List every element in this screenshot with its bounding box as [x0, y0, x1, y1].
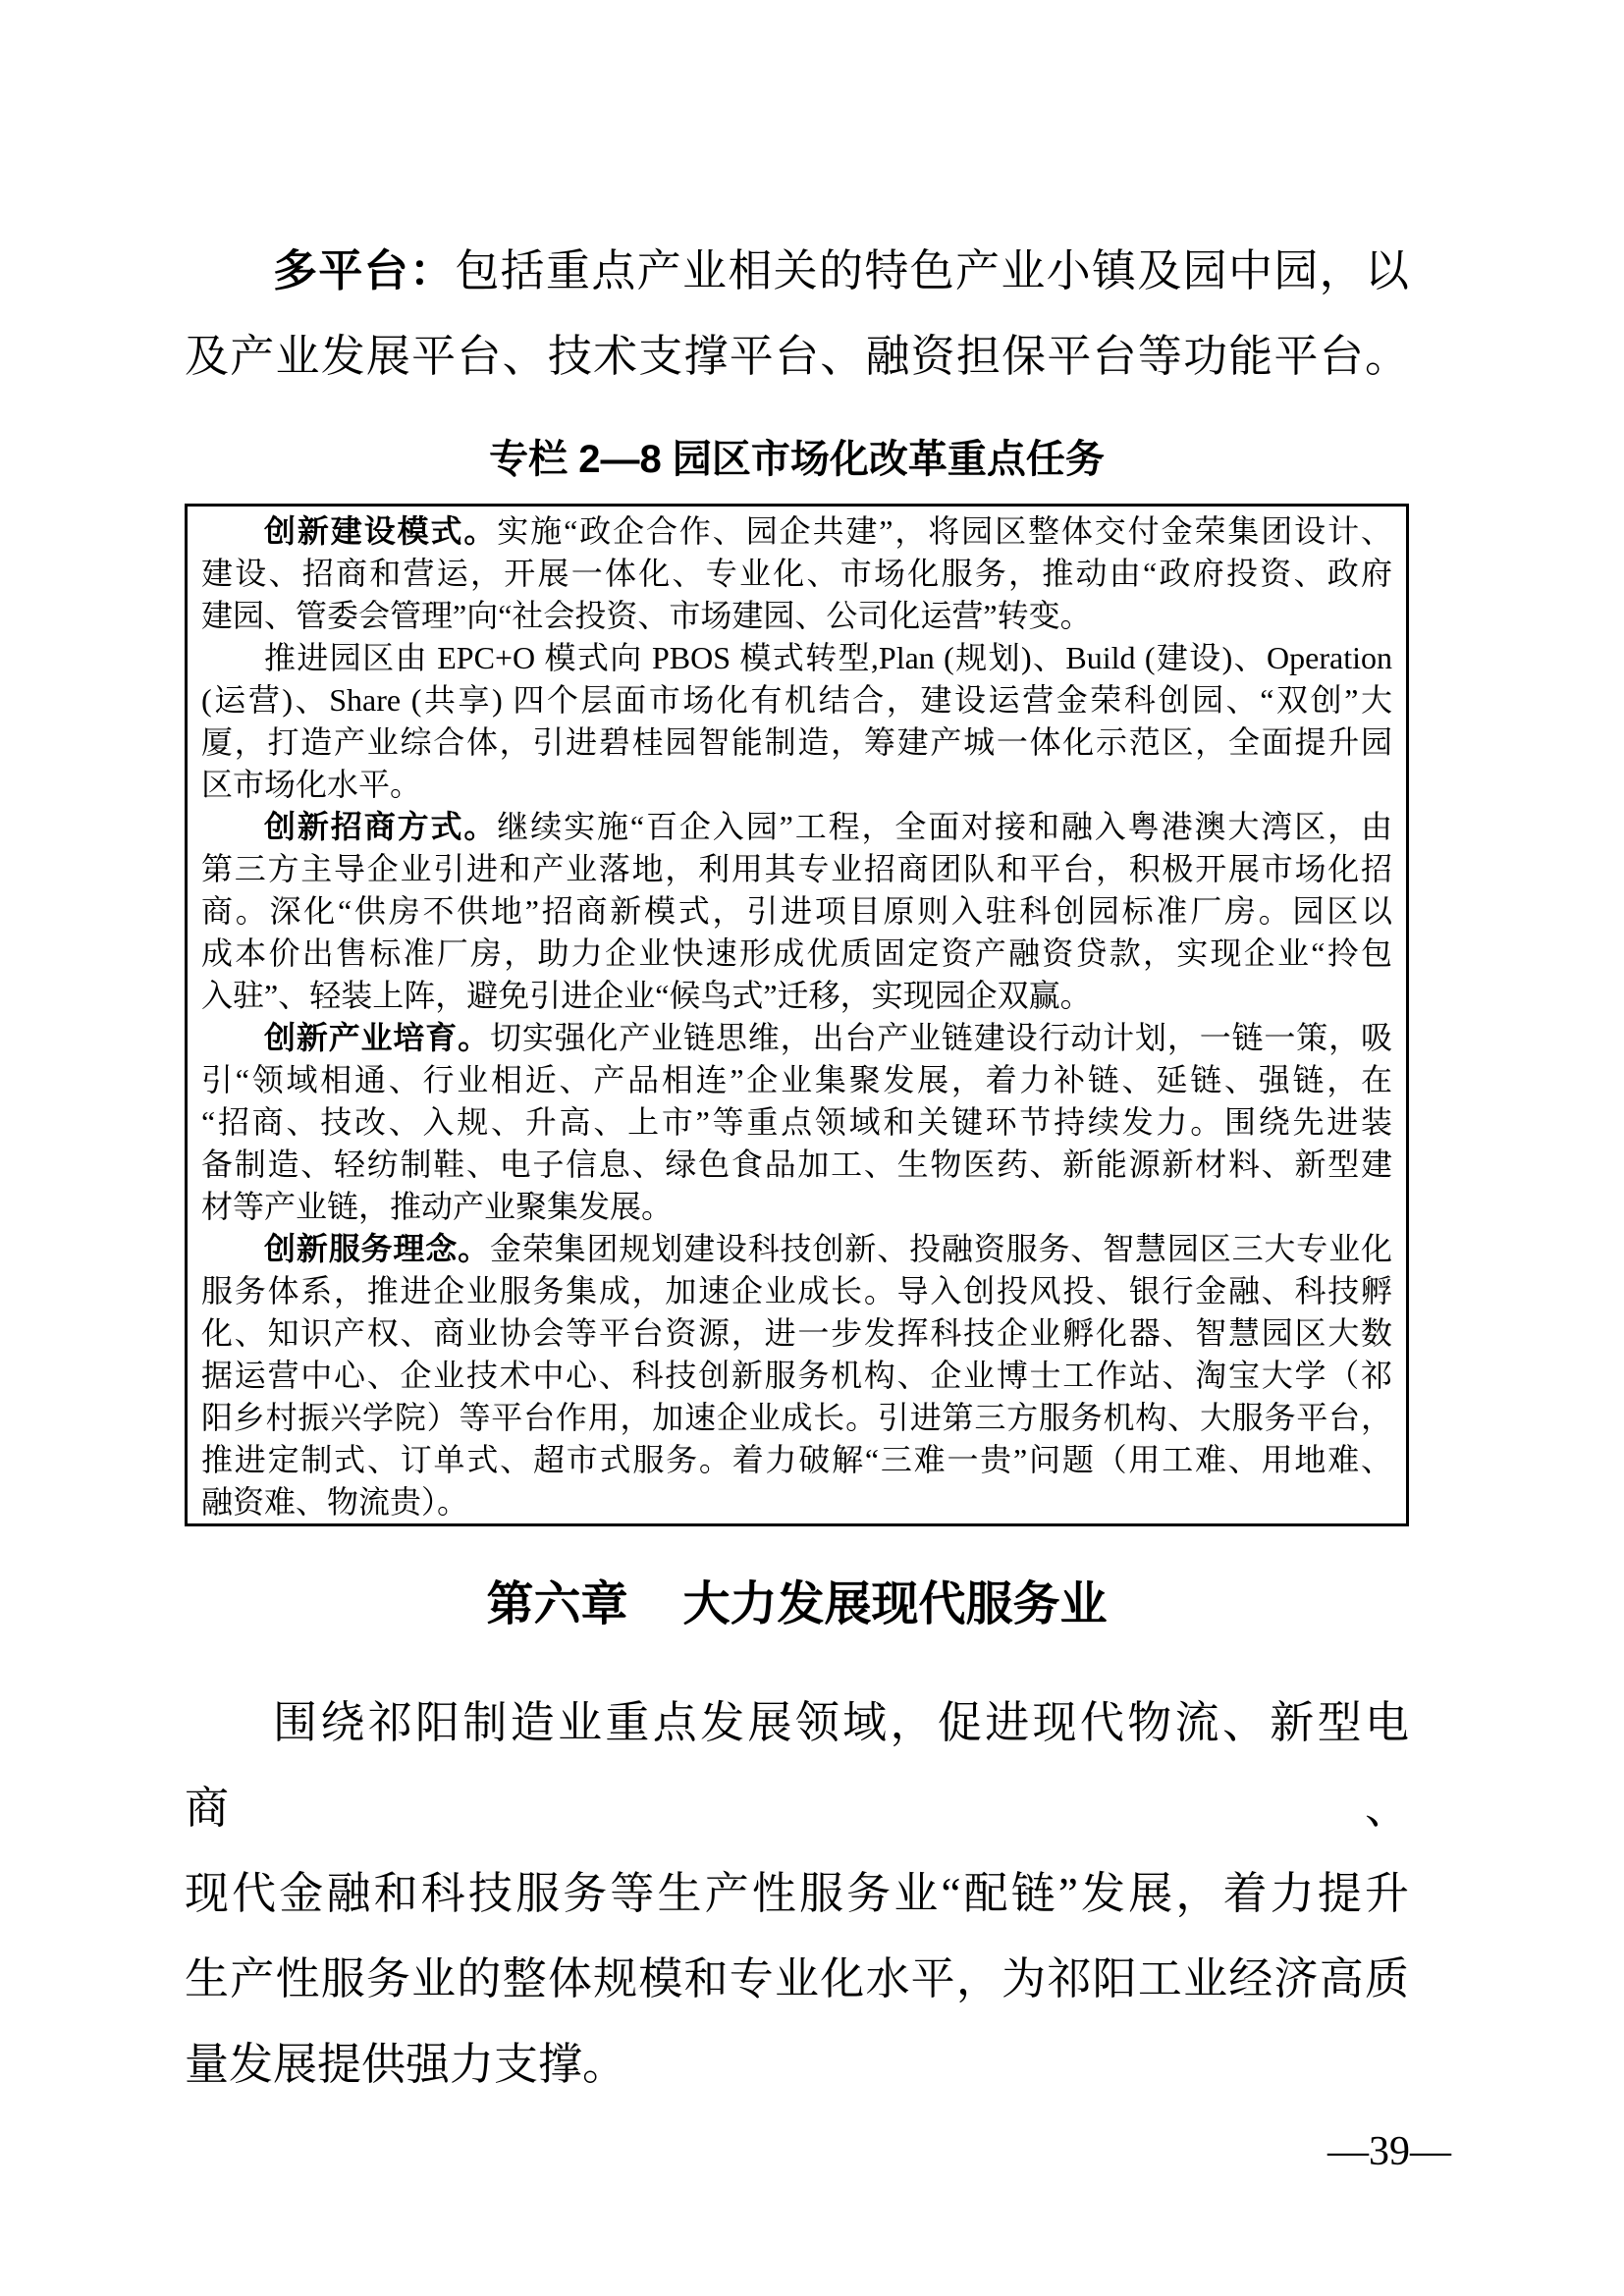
intro-paragraph — [185, 228, 1409, 400]
box-paragraph-3-line-4: 成本价出售标准厂房，助力企业快速形成优质固定资产融资贷款，实现企业“拎包 — [201, 935, 1392, 971]
intro-line-1 — [185, 228, 1409, 314]
box-paragraph-3-line-5: 入驻”、轻装上阵，避免引进企业“候鸟式”迁移，实现园企双赢。 — [201, 978, 1092, 1013]
body-line-3: 生产性服务业的整体规模和专业化水平，为祁阳工业经济高质 — [185, 1954, 1409, 2003]
box-paragraph-2-line-2: (运营)、Share (共享) 四个层面市场化有机结合，建设运营金荣科创园、“双创”大 — [201, 682, 1392, 718]
box-paragraph-5-line-1 — [201, 1228, 1392, 1270]
box-paragraph-3 — [201, 806, 1392, 1017]
body-line-2: 现代金融和科技服务等生产性服务业“配链”发展，着力提升 — [185, 1869, 1409, 1918]
box-title: 专栏 2—8 园区市场化改革重点任务 — [489, 438, 1105, 481]
box-paragraph-1-lead: 创新建设模式。 — [264, 513, 498, 549]
box-paragraph-1-line-1 — [201, 510, 1392, 553]
box-paragraph-5-line-7: 融资难、物流贵）。 — [201, 1484, 469, 1520]
box-paragraph-5-line-6: 推进定制式、订单式、超市式服务。着力破解“三难一贵”问题（用工难、用地难、 — [201, 1442, 1392, 1477]
box-paragraph-3-line-1 — [201, 806, 1392, 848]
page-number: —39— — [1327, 2129, 1451, 2174]
box-paragraph-4-line-1 — [201, 1017, 1392, 1059]
highlight-box — [185, 504, 1409, 1526]
intro-line-1-text: 包括重点产业相关的特色产业小镇及园中园，以 — [455, 246, 1409, 295]
body-paragraph — [185, 1681, 1409, 2108]
box-paragraph-5-line-3: 化、知识产权、商业协会等平台资源，进一步发挥科技企业孵化器、智慧园区大数 — [201, 1315, 1392, 1351]
box-paragraph-2 — [201, 637, 1392, 806]
box-paragraph-4-lead: 创新产业培育。 — [264, 1020, 490, 1055]
intro-lead: 多平台： — [273, 245, 456, 295]
chapter-number: 第六章 — [486, 1578, 628, 1630]
box-paragraph-1-line-3: 建园、管委会管理”向“社会投资、市场建园、公司化运营”转变。 — [201, 598, 1092, 633]
box-paragraph-5 — [201, 1228, 1392, 1523]
box-paragraph-5-line-1-text: 金荣集团规划建设科技创新、投融资服务、智慧园区三大专业化 — [489, 1231, 1392, 1266]
chapter-heading — [185, 1575, 1409, 1634]
box-paragraph-5-lead: 创新服务理念。 — [264, 1231, 490, 1266]
box-paragraph-3-line-1-text: 继续实施“百企入园”工程，全面对接和融入粤港澳大湾区，由 — [497, 809, 1392, 844]
box-paragraph-4 — [201, 1017, 1392, 1228]
box-paragraph-3-lead: 创新招商方式。 — [264, 809, 498, 844]
box-paragraph-4-line-4: 备制造、轻纺制鞋、电子信息、绿色食品加工、生物医药、新能源新材料、新型建 — [201, 1147, 1392, 1182]
body-line-4: 量发展提供强力支撑。 — [185, 2040, 627, 2089]
box-paragraph-1-line-1-text: 实施“政企合作、园企共建”，将园区整体交付金荣集团设计、 — [497, 513, 1392, 549]
box-paragraph-4-line-1-text: 切实强化产业链思维，出台产业链建设行动计划，一链一策，吸 — [489, 1020, 1392, 1055]
box-paragraph-2-line-1: 推进园区由 EPC+O 模式向 PBOS 模式转型,Plan (规划)、Build (建设)、Operation — [264, 640, 1392, 675]
intro-line-2: 及产业发展平台、技术支撑平台、融资担保平台等功能平台。 — [185, 332, 1409, 381]
box-paragraph-3-line-3: 商。深化“供房不供地”招商新模式，引进项目原则入驻科创园标准厂房。园区以 — [201, 893, 1392, 929]
box-paragraph-1 — [201, 510, 1392, 637]
box-paragraph-1-line-2: 建设、招商和营运，开展一体化、专业化、市场化服务，推动由“政府投资、政府 — [201, 556, 1392, 591]
box-paragraph-2-line-3: 厦，打造产业综合体，引进碧桂园智能制造，筹建产城一体化示范区，全面提升园 — [201, 724, 1392, 760]
body-line-1: 围绕祁阳制造业重点发展领域，促进现代物流、新型电商、 — [185, 1698, 1409, 1833]
box-paragraph-4-line-3: “招商、技改、入规、升高、上市”等重点领域和关键环节持续发力。围绕先进装 — [201, 1104, 1392, 1140]
box-paragraph-5-line-5: 阳乡村振兴学院）等平台作用，加速企业成长。引进第三方服务机构、大服务平台， — [201, 1400, 1392, 1435]
box-paragraph-4-line-2: 引“领域相通、行业相近、产品相连”企业集聚发展，着力补链、延链、强链，在 — [201, 1062, 1392, 1097]
box-paragraph-5-line-4: 据运营中心、企业技术中心、科技创新服务机构、企业博士工作站、淘宝大学（祁 — [201, 1358, 1392, 1393]
box-paragraph-2-line-4: 区市场化水平。 — [201, 767, 422, 802]
chapter-title: 大力发展现代服务业 — [682, 1578, 1108, 1630]
box-paragraph-3-line-2: 第三方主导企业引进和产业落地，利用其专业招商团队和平台，积极开展市场化招 — [201, 851, 1392, 886]
box-paragraph-5-line-2: 服务体系，推进企业服务集成，加速企业成长。导入创投风投、银行金融、科技孵 — [201, 1273, 1392, 1308]
box-paragraph-4-line-5: 材等产业链，推动产业聚集发展。 — [201, 1189, 674, 1224]
